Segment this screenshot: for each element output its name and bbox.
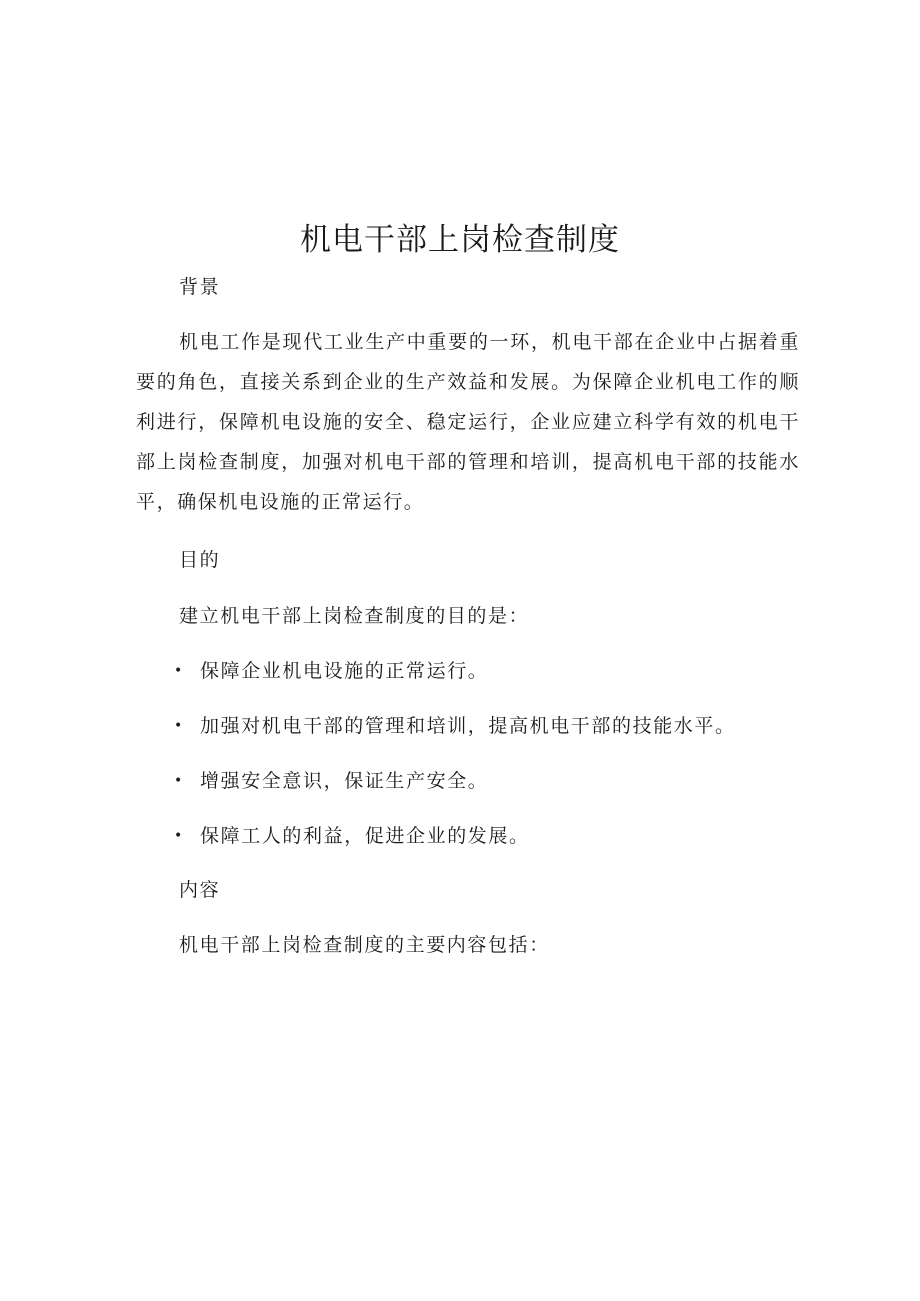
bullet-icon: • [174,718,184,734]
document-title: 机电干部上岗检查制度 [300,222,620,258]
section-heading-background: 背景 [179,276,221,298]
list-item-text: 加强对机电干部的管理和培训，提高机电干部的技能水平。 [200,715,736,737]
list-item [172,706,736,761]
purpose-intro: 建立机电干部上岗检查制度的目的是： [179,605,530,627]
list-item [172,761,736,816]
content-intro: 机电干部上岗检查制度的主要内容包括： [179,934,550,956]
background-paragraph: 机电工作是现代工业生产中重要的一环，机电干部在企业中占据着重要的角色，直接关系到企业的生产效益和发展。为保障企业机电工作的顺利进行，保障机电设施的安全、稳定运行，企业应建立科学有效的机电干部上岗检查制度，加强对机电干部的管理和培训，提高机电干部的技能水平，确保机电设施的正常运行。 [136,331,800,513]
section-heading-purpose: 目的 [179,549,221,571]
bullet-icon: • [174,773,184,789]
list-item-text: 保障工人的利益，促进企业的发展。 [200,825,530,847]
list-item-text: 保障企业机电设施的正常运行。 [200,660,489,682]
list-item-text: 增强安全意识，保证生产安全。 [200,770,489,792]
section-heading-content: 内容 [179,879,221,901]
bullet-icon: • [174,663,184,679]
list-item [172,816,736,871]
bullet-icon: • [174,828,184,844]
list-item [172,651,736,706]
purpose-list [172,651,736,871]
